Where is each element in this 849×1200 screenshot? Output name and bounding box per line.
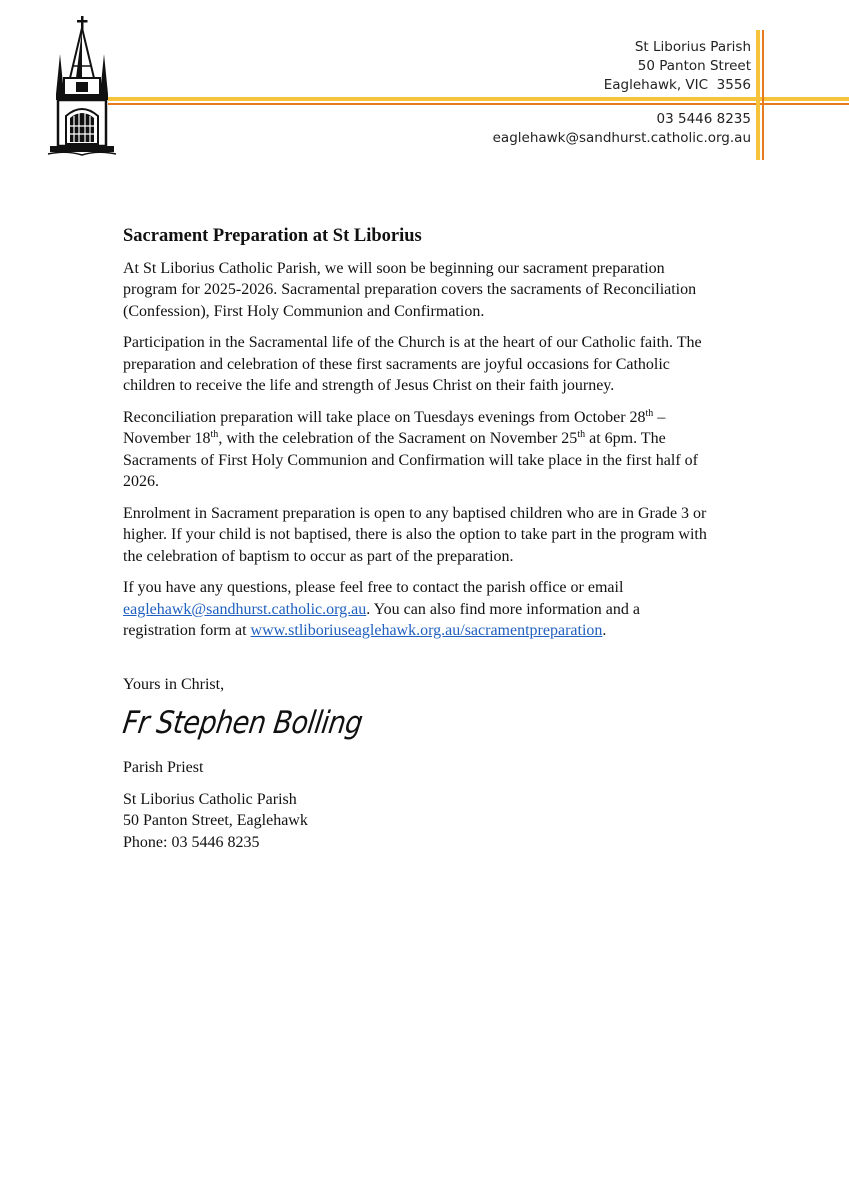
paragraph-contact: If you have any questions, please feel free to contact the parish office or email eaglehawk@sandhurst.catholic.org.au. You can also find more information and a registration form at www.stliboriuseaglehawk.org.au/sacramentpreparation.	[123, 579, 640, 639]
letter-body	[120, 226, 713, 853]
paragraph-participation: Participation in the Sacramental life of the Church is at the heart of our Catholic faith. The preparation and celebration of these first sacraments are joyful occasions for Catholic children to receive the life and strength of Jesus Christ on their faith journey.	[123, 334, 702, 394]
paragraph-dates: Reconciliation preparation will take place on Tuesdays evenings from October 28th – November 18th, with the celebration of the Sacrament on November 25th at 6pm. The Sacraments of First Holy Communion and Confirmation will take place in the first half of 2026.	[123, 407, 698, 490]
signer-address: 50 Panton Street, Eaglehawk	[123, 812, 308, 829]
signature-block	[123, 757, 713, 853]
parish-street: 50 Panton Street	[637, 58, 751, 74]
parish-email: eaglehawk@sandhurst.catholic.org.au	[492, 130, 751, 146]
parish-address	[604, 38, 751, 95]
letter-title: Sacrament Preparation at St Liborius	[123, 226, 422, 246]
parish-contact	[493, 110, 751, 148]
header-rule	[108, 97, 849, 101]
signer-role: Parish Priest	[123, 759, 204, 776]
church-steeple-icon	[46, 16, 118, 158]
signer-parish: St Liborius Catholic Parish	[123, 790, 297, 808]
email-link[interactable]: eaglehawk@sandhurst.catholic.org.au	[123, 600, 367, 618]
parish-phone: 03 5446 8235	[656, 111, 751, 127]
parish-suburb: Eaglehawk, VIC 3556	[603, 77, 751, 93]
header-vertical-rule	[756, 30, 760, 160]
letterhead	[0, 0, 849, 180]
parish-name: St Liborius Parish	[634, 39, 751, 55]
header-vertical-rule-accent	[762, 30, 764, 160]
paragraph-enrolment: Enrolment in Sacrament preparation is open to any baptised children who are in Grade 3 or higher. If your child is not baptised, there is also the option to take part in the program with the celebration of baptism to occur as part of the preparation.	[123, 504, 707, 565]
signer-phone: Phone: 03 5446 8235	[123, 833, 260, 851]
closing-salutation: Yours in Christ,	[123, 675, 225, 693]
paragraph-intro: At St Liborius Catholic Parish, we will soon be beginning our sacrament preparation program for 2025-2026. Sacramental preparation covers the sacraments of Reconciliation (Confession), First Holy Communion and Confirmation.	[123, 259, 697, 320]
header-rule-accent	[108, 103, 849, 105]
registration-link[interactable]: www.stliboriuseaglehawk.org.au/sacramentpreparation	[250, 622, 603, 639]
signature: Fr Stephen Bolling	[120, 705, 365, 742]
